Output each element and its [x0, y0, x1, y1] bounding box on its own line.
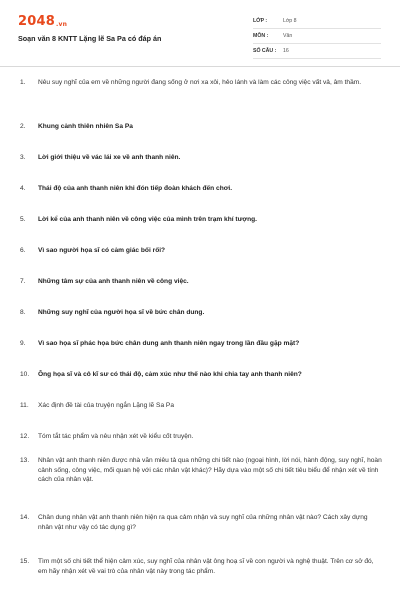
question-item: [20, 432, 382, 442]
question-text: Tìm một số chi tiết thể hiện cảm xúc, suy nghĩ của nhân vật ông hoạ sĩ về con người và nghệ thuật. Trên cơ sở đó, em hãy nhận xét về vai trò của nhân vật này trong tác phẩm.: [38, 558, 374, 575]
question-text: Thái độ của anh thanh niên khi đón tiếp đoàn khách đến chơi.: [38, 185, 233, 192]
question-number: 15.: [20, 558, 30, 565]
question-text: Vì sao người họa sĩ có cảm giác bối rối?: [38, 247, 166, 254]
question-number: 5.: [20, 216, 26, 223]
question-item: [20, 308, 382, 318]
question-number: 10.: [20, 371, 30, 378]
site-logo[interactable]: [18, 14, 67, 29]
meta-value: 16: [283, 48, 289, 54]
logo-main: 2048: [18, 14, 55, 29]
question-item: [20, 153, 382, 163]
meta-key: SỐ CÂU :: [253, 48, 277, 54]
meta-key: MÔN :: [253, 33, 269, 39]
meta-row-count: [253, 44, 381, 59]
question-text: Những tâm sự của anh thanh niên về công việc.: [38, 278, 189, 285]
question-number: 13.: [20, 457, 30, 464]
question-number: 8.: [20, 309, 26, 316]
question-item: [20, 246, 382, 256]
question-item: [20, 456, 382, 485]
question-text: Nhân vật anh thanh niên được nhà văn miêu tả qua những chi tiết nào (ngoại hình, lời nói, hành động, suy nghĩ, hoàn cảnh sống, công việc, mối quan hệ với các nhân vật khác)? Hãy dựa vào một số chi tiết tiêu biểu để nhận xét về tính cách của nhân vật.: [38, 457, 382, 483]
question-number: 9.: [20, 340, 26, 347]
question-text: Xác định đề tài của truyện ngắn Lặng lẽ Sa Pa: [38, 402, 175, 409]
question-text: Lời giới thiệu về vác lái xe về anh thanh niên.: [38, 154, 181, 161]
question-number: 12.: [20, 433, 30, 440]
meta-row-subject: [253, 29, 381, 44]
question-item: [20, 78, 382, 88]
document-title: Soạn văn 8 KNTT Lặng lẽ Sa Pa có đáp án: [18, 34, 162, 43]
question-text: Khung cảnh thiên nhiên Sa Pa: [38, 123, 133, 130]
question-item: [20, 557, 382, 576]
question-item: [20, 184, 382, 194]
question-number: 14.: [20, 514, 30, 521]
meta-value: Lớp 8: [283, 18, 297, 24]
meta-value: Văn: [283, 33, 293, 39]
question-item: [20, 401, 382, 411]
question-number: 6.: [20, 247, 26, 254]
question-item: [20, 513, 382, 532]
question-text: Những suy nghĩ của người họa sĩ về bức chân dung.: [38, 309, 205, 316]
question-number: 3.: [20, 154, 26, 161]
question-text: Tóm tắt tác phẩm và nêu nhận xét về kiểu cốt truyện.: [38, 433, 194, 440]
question-text: Nêu suy nghĩ của em về những người đang sống ở nơi xa xôi, hẻo lánh và làm các công việc vất vả, âm thầm.: [38, 79, 362, 86]
document-header: [0, 0, 400, 67]
question-item: [20, 339, 382, 349]
meta-row-grade: [253, 14, 381, 29]
question-number: 11.: [20, 402, 29, 409]
question-text: Chân dung nhân vật anh thanh niên hiện ra qua cảm nhận và suy nghĩ của những nhân vật nào? Cách xây dựng nhân vật như vậy có tác dụng gì?: [38, 514, 368, 531]
question-number: 1.: [20, 79, 26, 86]
question-number: 2.: [20, 123, 26, 130]
question-item: [20, 215, 382, 225]
question-number: 7.: [20, 278, 26, 285]
meta-key: LỚP :: [253, 18, 268, 24]
question-item: [20, 370, 382, 380]
logo-tld: .vn: [55, 21, 68, 28]
question-text: Lời kể của anh thanh niên về công việc của mình trên trạm khí tượng.: [38, 216, 257, 223]
question-number: 4.: [20, 185, 26, 192]
question-text: Vì sao họa sĩ phác họa bức chân dung anh thanh niên ngay trong lần đầu gặp mặt?: [38, 340, 300, 347]
document-meta-table: [253, 14, 381, 59]
question-text: Ông họa sĩ và cô kĩ sư có thái độ, cảm xúc như thế nào khi chia tay anh thanh niên?: [38, 371, 302, 378]
question-item: [20, 122, 382, 132]
question-item: [20, 277, 382, 287]
